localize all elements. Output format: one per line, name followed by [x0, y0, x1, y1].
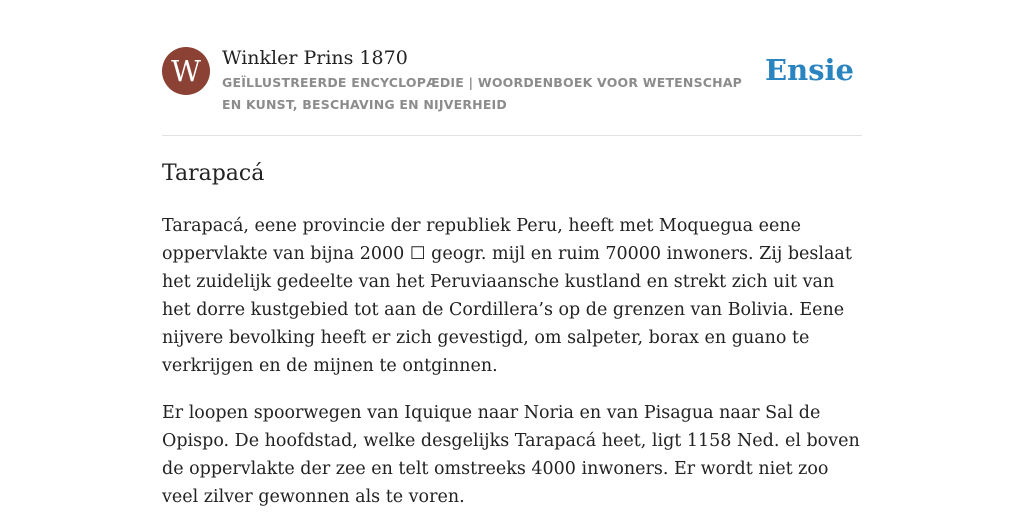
article-title: Tarapacá: [162, 161, 265, 186]
site-title[interactable]: Winkler Prins 1870: [222, 47, 408, 69]
article-body: [162, 212, 867, 512]
header-divider: [162, 135, 862, 136]
site-subtitle: GEÏLLUSTREERDE ENCYCLOPÆDIE | WOORDENBOEK VOOR WETENSCHAP EN KUNST, BESCHAVING EN NIJVERHEID: [222, 75, 743, 112]
avatar[interactable]: W: [162, 47, 210, 95]
article-paragraph: Tarapacá, eene provincie der republiek Peru, heeft met Moquegua eene oppervlakte van bijna 2000 ☐ geogr. mijl en ruim 70000 inwoners. Zij beslaat het zuidelijk gedeelte van het Peruviaansche kustland en strekt zich uit van het dorre kustgebied tot aan de Cordillera’s op de grenzen van Bolivia. Eene nijvere bevolking heeft er zich gevestigd, om salpeter, borax en guano te verkrijgen en de mijnen te ontginnen.: [162, 216, 852, 376]
ensie-logo[interactable]: Ensie: [765, 53, 854, 87]
article-paragraph: Er loopen spoorwegen van Iquique naar Noria en van Pisagua naar Sal de Opispo. De hoofdstad, welke desgelijks Tarapacá heet, ligt 1158 Ned. el boven de oppervlakte der zee en telt omstreeks 4000 inwoners. Er wordt niet zoo veel zilver gewonnen als te voren.: [162, 403, 860, 507]
